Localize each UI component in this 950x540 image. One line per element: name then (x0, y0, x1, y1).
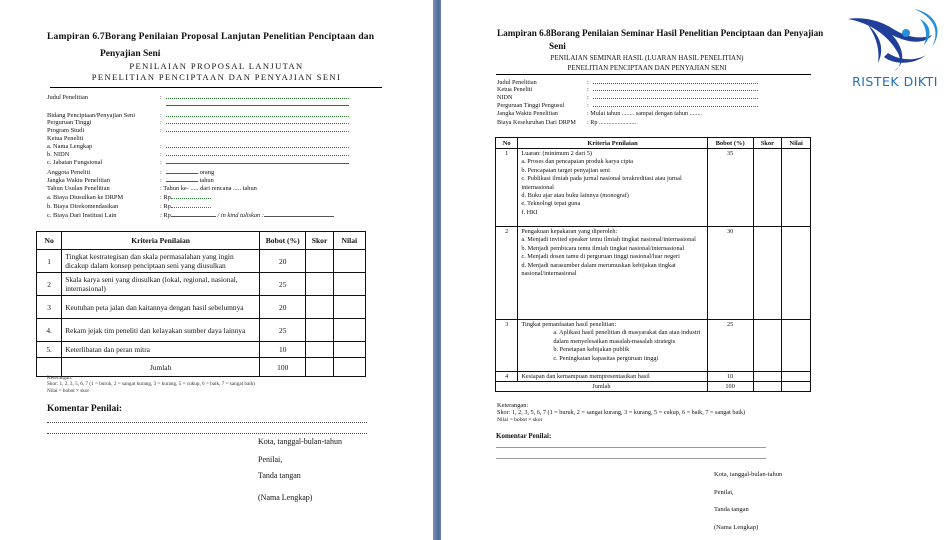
heading-rule (50, 87, 382, 88)
field-biaya-institusi-lain: c. Biaya Dari Institusi Lain : Rp / in kind tuliskan : (47, 212, 334, 220)
score-total-cell[interactable] (306, 358, 333, 377)
comment-line[interactable] (47, 422, 367, 423)
input-line[interactable] (166, 112, 349, 117)
signature-name: (Nama Lengkap) (258, 493, 313, 502)
comment-label: Komentar Penilai: (496, 432, 552, 440)
field-biaya-direkomendasikan: b. Biaya Direkomendasikan : Rp (47, 203, 211, 211)
heading-rule (496, 74, 811, 75)
comment-label: Komentar Penilai: (47, 404, 123, 414)
appendix-title-continued: Penyajian Seni (100, 49, 161, 59)
input-line[interactable] (166, 101, 349, 106)
logo-text: RISTEK DIKTI (852, 74, 938, 89)
ristek-dikti-emblem-icon (840, 5, 950, 75)
table-total-row: Jumlah 100 (496, 382, 811, 392)
notes-value-formula: Nilai = bobot × skor (497, 417, 543, 423)
score-total-cell[interactable] (753, 382, 782, 392)
table-row: 3 Keutuhan peta jalan dan kaitannya dengan hasil sebelumnya 20 (37, 296, 366, 319)
notes-score-scale: Skor: 1, 2, 3, 5, 6, 7 (1 = buruk, 2 = sangat kurang, 3 = kurang, 5 = cukup, 6 = baik, 7 = sangat baik) (497, 409, 746, 416)
appendix-title: Lampiran 6.8Borang Penilaian Seminar Hasil Penelitian Penciptaan dan Penyajian (497, 28, 824, 38)
score-cell[interactable] (753, 320, 782, 372)
table-row: 1 Tingkat kestrategisan dan skala permasalahan yang ingin dicakup dalam konsep penciptaan seni yang diusulkan 20 (37, 250, 366, 273)
form-heading: PENILAIAN SEMINAR HASIL (LUARAN HASIL PENELITIAN) (550, 54, 744, 62)
score-cell[interactable] (306, 296, 333, 319)
left-document-page (0, 0, 433, 540)
value-cell[interactable] (782, 227, 811, 320)
score-cell[interactable] (306, 273, 333, 296)
input-line[interactable] (166, 177, 198, 182)
value-cell[interactable] (333, 296, 365, 319)
score-cell[interactable] (306, 342, 333, 358)
field-judul-penelitian: Judul Penelitian : (497, 79, 758, 86)
table-row: 5. Keterlibatan dan peran mitra 10 (37, 342, 366, 358)
right-document-page (441, 0, 950, 540)
field-judul-line2 (47, 101, 349, 109)
signature-place-date: Kota, tanggal-bulan-tahun (258, 437, 342, 446)
notes-score-scale: Skor: 1, 2, 3, 5, 6, 7 (1 = buruk, 2 = sangat kurang, 3 = kurang, 5 = cukup, 6 = baik, 7 = sangat baik) (47, 381, 256, 387)
comment-line[interactable] (47, 433, 367, 434)
field-ketua-peneliti: Ketua Peneliti (47, 135, 84, 142)
input-line[interactable] (166, 127, 349, 132)
value-cell[interactable] (782, 372, 811, 382)
appendix-title-continued: Seni (549, 41, 566, 51)
score-cell[interactable] (753, 227, 782, 320)
field-program-studi: Program Studi : (47, 127, 349, 135)
comment-line[interactable] (496, 458, 766, 459)
input-line[interactable] (171, 212, 216, 217)
table-header-row: No Kriteria Penilaian Bobot (%) Skor Nilai (496, 138, 811, 149)
value-cell[interactable] (782, 320, 811, 372)
value-total-cell[interactable] (782, 382, 811, 392)
value-total-cell[interactable] (333, 358, 365, 377)
field-jabatan: c. Jabatan Fungsional : (47, 159, 349, 167)
input-line[interactable] (166, 119, 349, 124)
input-line[interactable] (166, 143, 349, 148)
table-row: 1 Luaran: (minimum 2 dari 5) a. Proses dan pencapaian produk karya cipta b. Pencapaian target penyajian seni c. Publikasi ilmiah pada jurnal nasional terakreditasi atau jurnal internasional d. Buku ajar atau buku lainnya (monograf) e. Teknologi tepat guna f. HKI 35 (496, 149, 811, 227)
table-row: 3 Tingkat pemanfaatan hasil penelitian: a. Aplikasi hasil penelitian di masyarakat dan atau industri dalam menyelesaikan masalah-masalah strategis b. Penetapan kebijakan publik c. Peningkatan kapasitas perguruan tinggi 25 (496, 320, 811, 372)
score-cell[interactable] (753, 372, 782, 382)
value-cell[interactable] (333, 273, 365, 296)
field-nidn: NIDN : (497, 94, 758, 101)
field-perguruan-tinggi: Perguruan Tinggi : (47, 119, 349, 127)
form-subheading: PENELITIAN PENCIPTAAN DAN PENYAJIAN SENI (91, 72, 342, 82)
table-row: 2 Skala karya seni yang diusulkan (lokal, regional, nasional, internasional) 25 (37, 273, 366, 296)
value-cell[interactable] (782, 149, 811, 227)
signature-reviewer: Penilai, (258, 455, 283, 464)
input-line[interactable] (166, 159, 349, 164)
form-heading: PENILAIAN PROPOSAL LANJUTAN (129, 61, 304, 71)
ristek-dikti-logo (840, 5, 950, 95)
input-line[interactable] (171, 194, 211, 199)
value-cell[interactable] (333, 342, 365, 358)
field-perguruan-tinggi: Perguruan Tinggi Pengusul : (497, 102, 758, 109)
signature-sign: Tanda tangan (714, 506, 749, 513)
notes-label: Keterangan: (497, 402, 529, 409)
field-biaya-diusulkan: a. Biaya Diusulkan ke DRPM : Rp (47, 194, 211, 202)
signature-sign: Tanda tangan (258, 471, 301, 480)
table-header-row: No Kriteria Penilaian Bobot (%) Skor Nilai (37, 232, 366, 250)
assessment-table (495, 137, 811, 392)
signature-name: (Nama Lengkap) (714, 524, 759, 531)
appendix-title: Lampiran 6.7Borang Penilaian Proposal Lanjutan Penelitian Penciptaan dan (47, 32, 375, 42)
input-line[interactable] (264, 212, 334, 217)
signature-reviewer: Penilai, (714, 489, 734, 496)
field-biaya: Biaya Keseluruhan Dari DRPM : Rp ........................ (497, 119, 637, 126)
input-line[interactable] (166, 151, 349, 156)
field-tahun-usulan: Tahun Usulan Penelitian : Tahun ke- ..... dari rencana ..... tahun (47, 185, 257, 192)
score-cell[interactable] (753, 149, 782, 227)
table-row: 2 Pengakuan kepakaran yang diperoleh: a. Menjadi invited speaker temu ilmiah tingkat nasional/internasional b. Menjadi pembicara temu ilmiah tingkat nasional/internasional c. Menjadi dosen tamu di perguruan tinggi nasional/luar negeri d. Menjadi narasumber dalam merumuskan kebijakan tingkat nasional/internasional 30 (496, 227, 811, 320)
score-cell[interactable] (306, 319, 333, 342)
page-divider (433, 0, 441, 540)
input-line[interactable] (166, 169, 198, 174)
comment-line[interactable] (496, 447, 766, 448)
input-line[interactable] (593, 86, 758, 91)
assessment-table (36, 231, 366, 377)
field-nama-lengkap: a. Nama Lengkap : (47, 143, 349, 151)
notes-label: Keterangan: (47, 375, 73, 381)
value-cell[interactable] (333, 250, 365, 273)
table-row: 4. Rekam jejak tim peneliti dan kelayakan sumber daya lainnya 25 (37, 319, 366, 342)
field-jangka-waktu: Jangka Waktu Penelitian : Mulai tahun ........ sampai dengan tahun ........ (497, 110, 702, 117)
field-ketua-peneliti: Ketua Peneliti : (497, 86, 758, 93)
field-jangka-waktu: Jangka Waktu Penelitian : tahun (47, 177, 214, 184)
table-row: 4 Kesiapan dan kemampuan mempresentasikan hasil 10 (496, 372, 811, 382)
field-nidn: b. NIDN : (47, 151, 349, 159)
table-total-row: Jumlah 100 (37, 358, 366, 377)
input-line[interactable] (171, 203, 211, 208)
score-cell[interactable] (306, 250, 333, 273)
field-judul-penelitian: Judul Penelitian : (47, 94, 349, 102)
field-anggota: Anggota Peneliti : orang (47, 169, 215, 176)
notes-value-formula: Nilai = bobot × skor (47, 388, 90, 394)
value-cell[interactable] (333, 319, 365, 342)
signature-place-date: Kota, tanggal-bulan-tahun (714, 471, 783, 478)
field-bidang: Bidang Penciptaan/Penyajian Seni : (47, 112, 349, 120)
input-line[interactable] (593, 79, 758, 84)
input-line[interactable] (166, 94, 349, 99)
input-line[interactable] (593, 94, 758, 99)
input-line[interactable] (593, 102, 758, 107)
form-subheading: PENELITIAN PENCIPTAAN DAN PENYAJIAN SENI (567, 64, 727, 72)
